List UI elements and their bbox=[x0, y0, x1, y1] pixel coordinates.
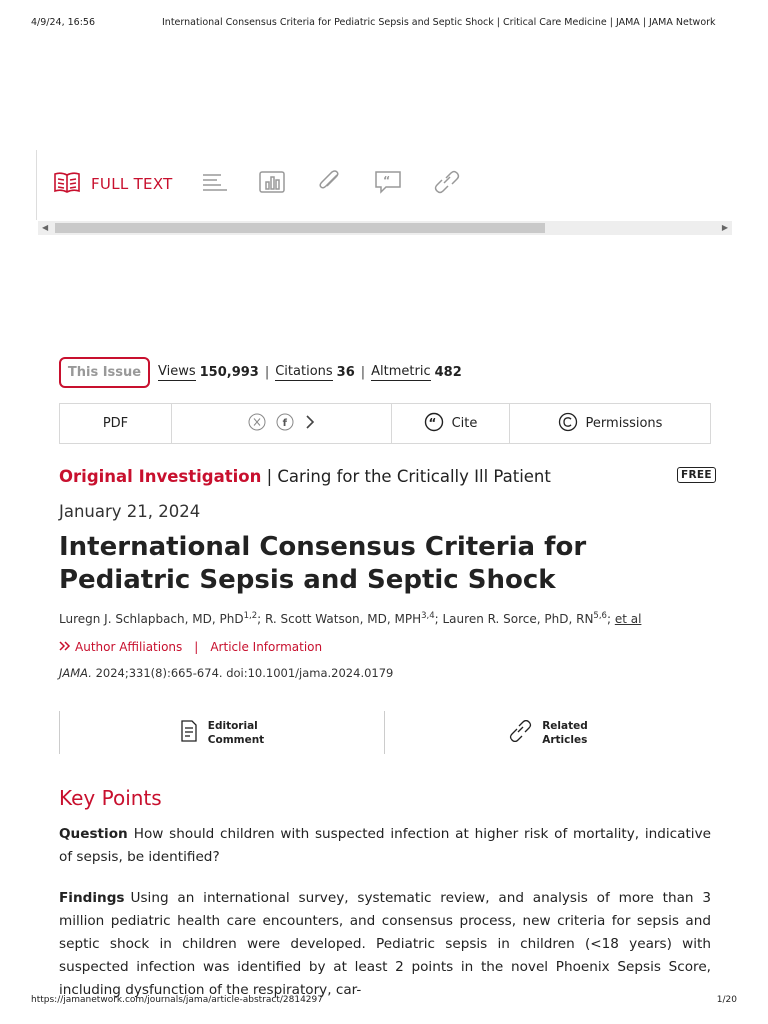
paperclip-icon[interactable] bbox=[315, 168, 345, 196]
cite-label: Cite bbox=[451, 416, 478, 431]
findings-text: Using an international survey, systematic review, and analysis of more than 3 million pediatric health care encounters, and consensus process, new criteria for sepsis and septic shock in children were developed. Pediatric sepsis in children (<18 years) with suspected infection was identified by at least 2 points in the novel Phoenix Sepsis Score, including dysfunction of the respiratory, car- bbox=[59, 890, 711, 998]
article-action-bar bbox=[59, 403, 711, 444]
author-affil-sup: 5,6 bbox=[593, 611, 607, 621]
full-text-label: FULL TEXT bbox=[91, 175, 173, 193]
full-text-tab[interactable] bbox=[53, 170, 173, 198]
views-count: 150,993 bbox=[199, 365, 259, 380]
editorial-line-1: Editorial bbox=[207, 719, 258, 732]
print-datetime: 4/9/24, 16:56 bbox=[31, 17, 95, 28]
print-page-title: International Consensus Criteria for Pediatric Sepsis and Septic Shock | Critical Care Medicine | JAMA | JAMA Network bbox=[162, 17, 716, 28]
scrollbar-thumb[interactable] bbox=[55, 223, 545, 233]
question-text: How should children with suspected infection at higher risk of mortality, indicative of sepsis, be identified? bbox=[59, 826, 711, 865]
permissions-label: Permissions bbox=[585, 416, 663, 431]
citations-count: 36 bbox=[336, 365, 355, 380]
key-points-findings bbox=[59, 887, 711, 1002]
print-url: https://jamanetwork.com/journals/jama/article-abstract/2814297 bbox=[31, 995, 323, 1005]
altmetric-score: 482 bbox=[434, 365, 462, 380]
key-points-question bbox=[59, 823, 711, 869]
citation-details: 2024;331(8):665-674. doi:10.1001/jama.2024.0179 bbox=[95, 666, 394, 680]
cite-button[interactable] bbox=[392, 404, 510, 443]
publication-date: January 21, 2024 bbox=[59, 502, 201, 521]
print-page-number: 1/20 bbox=[716, 995, 737, 1005]
journal-name: JAMA. bbox=[59, 666, 92, 680]
scroll-left-icon[interactable]: ◀ bbox=[42, 223, 49, 232]
pdf-button[interactable] bbox=[60, 404, 172, 443]
copyright-icon bbox=[558, 412, 578, 436]
related-content-bar bbox=[59, 711, 711, 754]
metric-separator: | bbox=[360, 365, 366, 380]
editorial-comment-button[interactable] bbox=[59, 711, 385, 754]
article-info-links bbox=[59, 640, 322, 654]
double-chevron-icon bbox=[59, 640, 71, 654]
findings-label: Findings bbox=[59, 890, 125, 906]
print-header bbox=[31, 17, 737, 28]
citation-line bbox=[59, 666, 393, 680]
author-name[interactable]: R. Scott Watson, MD, MPH bbox=[264, 612, 422, 626]
altmetric-link[interactable]: Altmetric bbox=[371, 364, 431, 379]
svg-text:f: f bbox=[282, 417, 287, 429]
link-icon bbox=[508, 720, 532, 746]
pdf-label: PDF bbox=[102, 416, 129, 431]
citations-link[interactable]: Citations bbox=[275, 364, 333, 379]
x-share-icon[interactable] bbox=[248, 413, 266, 435]
article-series-link[interactable]: | Caring for the Critically Ill Patient bbox=[266, 467, 551, 486]
outline-icon[interactable] bbox=[200, 168, 230, 196]
author-name[interactable]: Luregn J. Schlapbach, MD, PhD bbox=[59, 612, 244, 626]
free-badge: FREE bbox=[677, 467, 716, 483]
cite-quote-icon bbox=[424, 412, 444, 436]
article-metrics bbox=[59, 357, 462, 388]
svg-text:“: “ bbox=[383, 174, 391, 187]
this-issue-button[interactable]: This Issue bbox=[59, 357, 150, 388]
article-toolbar bbox=[36, 150, 732, 220]
chart-icon[interactable] bbox=[257, 168, 287, 196]
related-line-1: Related bbox=[542, 719, 588, 732]
more-share-chevron-icon[interactable] bbox=[304, 414, 316, 434]
metric-separator: | bbox=[264, 365, 270, 380]
horizontal-scrollbar[interactable] bbox=[38, 221, 732, 235]
author-affil-sup: 1,2 bbox=[243, 611, 258, 621]
print-footer bbox=[31, 995, 737, 1005]
facebook-share-icon[interactable] bbox=[276, 413, 294, 435]
link-divider: | bbox=[194, 640, 199, 654]
document-icon bbox=[180, 720, 198, 746]
author-affil-sup: 3,4 bbox=[421, 611, 435, 621]
editorial-line-2: Comment bbox=[207, 733, 265, 746]
scroll-right-icon[interactable]: ▶ bbox=[721, 223, 728, 232]
views-link[interactable]: Views bbox=[158, 364, 196, 379]
article-title: International Consensus Criteria for Pediatric Sepsis and Septic Shock bbox=[59, 532, 587, 595]
et-al-link[interactable]: et al bbox=[614, 612, 642, 626]
article-section bbox=[59, 467, 551, 486]
book-icon bbox=[53, 170, 81, 198]
author-affiliations-link[interactable]: Author Affiliations bbox=[75, 640, 183, 654]
author-name[interactable]: Lauren R. Sorce, PhD, RN bbox=[442, 612, 594, 626]
question-label: Question bbox=[59, 826, 128, 842]
quote-icon[interactable] bbox=[373, 168, 403, 196]
article-type-link[interactable]: Original Investigation bbox=[59, 467, 262, 486]
key-points-heading: Key Points bbox=[59, 786, 162, 810]
related-articles-button[interactable] bbox=[385, 711, 711, 754]
share-group bbox=[172, 404, 392, 443]
permissions-button[interactable] bbox=[510, 404, 710, 443]
related-line-2: Articles bbox=[542, 733, 588, 746]
article-information-link[interactable]: Article Information bbox=[210, 640, 323, 654]
svg-text:“: “ bbox=[428, 415, 436, 430]
author-list: Luregn J. Schlapbach, MD, PhD$^{1,2}$; R. Scott Watson, MD, MPH$^{3,4}$; Lauren R. Sorce, PhD, RN$^{5,6}$; et al bbox=[59, 611, 642, 626]
link-icon[interactable] bbox=[431, 168, 461, 196]
